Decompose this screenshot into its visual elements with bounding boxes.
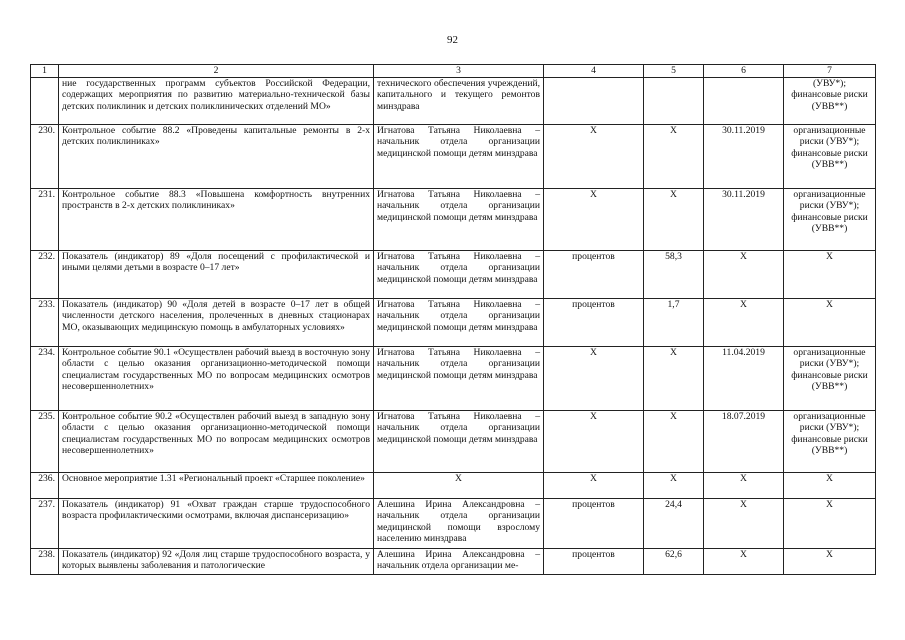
measure-name: Контрольное событие 90.1 «Осуществлен рабочий выезд в восточную зону области с целью оказания организационно-методической помощи специалистам государственных МО по вопросам медицинских осмотров несовершеннолетних»: [59, 347, 374, 411]
deadline: 30.11.2019: [704, 189, 784, 251]
responsible: технического обеспечения учреждений, капитального и текущего ремонтов минздрава: [374, 78, 544, 125]
row-number: 234.: [31, 347, 59, 411]
measure-name: Показатель (индикатор) 92 «Доля лиц старше трудоспособного возраста, у которых выявлены заболевания и патологические: [59, 549, 374, 575]
table-row: [31, 189, 876, 251]
table-row: [31, 78, 876, 125]
col-header-2: 2: [59, 65, 374, 78]
row-number: 236.: [31, 473, 59, 499]
value: X: [644, 347, 704, 411]
row-number: 237.: [31, 499, 59, 549]
value: 58,3: [644, 251, 704, 299]
measure-name: Показатель (индикатор) 91 «Охват граждан старше трудоспособного возраста профилактическими осмотрами, включая диспансеризацию»: [59, 499, 374, 549]
table-row: [31, 251, 876, 299]
measure-name: Контрольное событие 88.3 «Повышена комфортность внутренних пространств в 2-х детских поликлиниках»: [59, 189, 374, 251]
risks: X: [784, 299, 876, 347]
unit: X: [544, 411, 644, 473]
col-header-4: 4: [544, 65, 644, 78]
value: X: [644, 189, 704, 251]
row-number: [31, 78, 59, 125]
measures-table: [30, 64, 876, 575]
risks: X: [784, 499, 876, 549]
unit: процентов: [544, 299, 644, 347]
responsible: Игнатова Татьяна Николаевна – начальник отдела организации медицинской помощи детям минздрава: [374, 125, 544, 189]
deadline: 18.07.2019: [704, 411, 784, 473]
responsible: Игнатова Татьяна Николаевна – начальник отдела организации медицинской помощи детям минздрава: [374, 251, 544, 299]
unit: X: [544, 125, 644, 189]
measure-name: Контрольное событие 90.2 «Осуществлен рабочий выезд в западную зону области с целью оказания организационно-методической помощи специалистам государственных МО по вопросам медицинских осмотров несовершеннолетних»: [59, 411, 374, 473]
row-number: 235.: [31, 411, 59, 473]
value: X: [644, 473, 704, 499]
responsible: Игнатова Татьяна Николаевна – начальник отдела организации медицинской помощи детям минздрава: [374, 411, 544, 473]
responsible: Алешина Ирина Александровна – начальник отдела организации медицинской помощи взрослому населению минздрава: [374, 499, 544, 549]
col-header-5: 5: [644, 65, 704, 78]
value: 24,4: [644, 499, 704, 549]
responsible: Игнатова Татьяна Николаевна – начальник отдела организации медицинской помощи детям минздрава: [374, 299, 544, 347]
table-row: [31, 411, 876, 473]
unit: X: [544, 473, 644, 499]
unit: процентов: [544, 499, 644, 549]
table-row: [31, 549, 876, 575]
deadline: X: [704, 299, 784, 347]
responsible: Игнатова Татьяна Николаевна – начальник отдела организации медицинской помощи детям минздрава: [374, 189, 544, 251]
row-number: 231.: [31, 189, 59, 251]
responsible: Игнатова Татьяна Николаевна – начальник отдела организации медицинской помощи детям минздрава: [374, 347, 544, 411]
deadline: [704, 78, 784, 125]
risks: организационные риски (УВУ*); финансовые риски (УВВ**): [784, 189, 876, 251]
row-number: 233.: [31, 299, 59, 347]
risks: (УВУ*); финансовые риски (УВВ**): [784, 78, 876, 125]
table-row: [31, 473, 876, 499]
header-row: [31, 65, 876, 78]
deadline: X: [704, 251, 784, 299]
deadline: 11.04.2019: [704, 347, 784, 411]
value: X: [644, 125, 704, 189]
unit: X: [544, 347, 644, 411]
unit: X: [544, 189, 644, 251]
measure-name: Показатель (индикатор) 89 «Доля посещений с профилактической и иными целями детьми в возрасте 0–17 лет»: [59, 251, 374, 299]
col-header-1: 1: [31, 65, 59, 78]
table-row: [31, 347, 876, 411]
col-header-6: 6: [704, 65, 784, 78]
unit: процентов: [544, 251, 644, 299]
measure-name: ние государственных программ субъектов Российской Федерации, содержащих мероприятия по развитию материально-технической базы детских поликлиник и детских поликлинических отделений МО»: [59, 78, 374, 125]
value: X: [644, 411, 704, 473]
unit: процентов: [544, 549, 644, 575]
risks: организационные риски (УВУ*); финансовые риски (УВВ**): [784, 347, 876, 411]
deadline: X: [704, 473, 784, 499]
row-number: 238.: [31, 549, 59, 575]
table-row: [31, 299, 876, 347]
row-number: 230.: [31, 125, 59, 189]
col-header-3: 3: [374, 65, 544, 78]
deadline: X: [704, 549, 784, 575]
value: [644, 78, 704, 125]
measure-name: Контрольное событие 88.2 «Проведены капитальные ремонты в 2-х детских поликлиниках»: [59, 125, 374, 189]
value: 1,7: [644, 299, 704, 347]
row-number: 232.: [31, 251, 59, 299]
responsible: X: [374, 473, 544, 499]
measure-name: Основное мероприятие 1.31 «Региональный проект «Старшее поколение»: [59, 473, 374, 499]
table-row: [31, 125, 876, 189]
col-header-7: 7: [784, 65, 876, 78]
page-number: 92: [447, 34, 458, 46]
deadline: 30.11.2019: [704, 125, 784, 189]
unit: [544, 78, 644, 125]
measure-name: Показатель (индикатор) 90 «Доля детей в возрасте 0–17 лет в общей численности детского населения, пролеченных в дневных стационарах МО, оказывающих медицинскую помощь в амбулаторных условиях»: [59, 299, 374, 347]
risks: X: [784, 549, 876, 575]
risks: организационные риски (УВУ*); финансовые риски (УВВ**): [784, 411, 876, 473]
responsible: Алешина Ирина Александровна – начальник отдела организации ме-: [374, 549, 544, 575]
deadline: X: [704, 499, 784, 549]
value: 62,6: [644, 549, 704, 575]
risks: X: [784, 251, 876, 299]
risks: организационные риски (УВУ*); финансовые риски (УВВ**): [784, 125, 876, 189]
table-row: [31, 499, 876, 549]
risks: X: [784, 473, 876, 499]
